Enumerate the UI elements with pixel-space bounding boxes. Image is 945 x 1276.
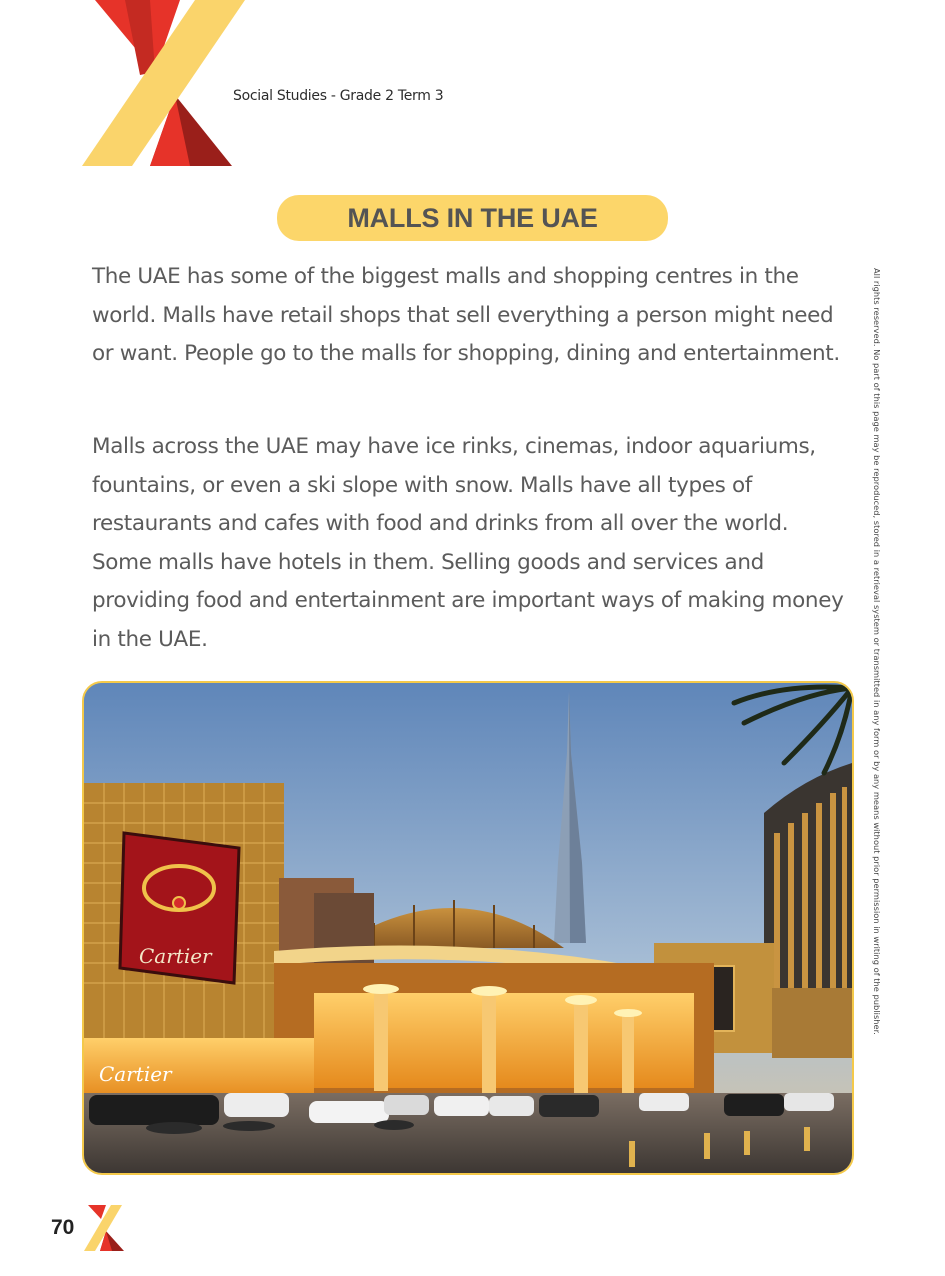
page-number: 70 [51, 1216, 75, 1239]
brand-logo [80, 0, 250, 170]
storefront-brand-text: Cartier [99, 1062, 172, 1086]
course-header: Social Studies - Grade 2 Term 3 [233, 88, 444, 104]
intro-paragraph: The UAE has some of the biggest malls and shopping centres in the world. Malls have retail shops that sell everything a person might need or want. People go to the malls for shopping, dining and entertainment. [92, 264, 840, 366]
detail-paragraph: Malls across the UAE may have ice rinks, cinemas, indoor aquariums, fountains, or even a ski slope with snow. Malls have all types of restaurants and cafes with food and drinks from all over the world. Some malls have hotels in them. Selling goods and services and providing food and entertainment are important ways of making money in the UAE. [92, 434, 844, 652]
page-title: MALLS IN THE UAE [347, 202, 598, 233]
billboard-brand-text: Cartier [139, 944, 212, 968]
section-title-pill [277, 195, 668, 241]
mall-photo [82, 681, 854, 1175]
brand-logo-small [84, 1205, 126, 1251]
dubai-mall-illustration [84, 683, 852, 1173]
copyright-notice [870, 268, 882, 1035]
copyright-text: All rights reserved. No part of this page may be reproduced, stored in a retrieval system or transmitted in any form or by any means without prior permission in writing of the publisher. [872, 268, 882, 1035]
